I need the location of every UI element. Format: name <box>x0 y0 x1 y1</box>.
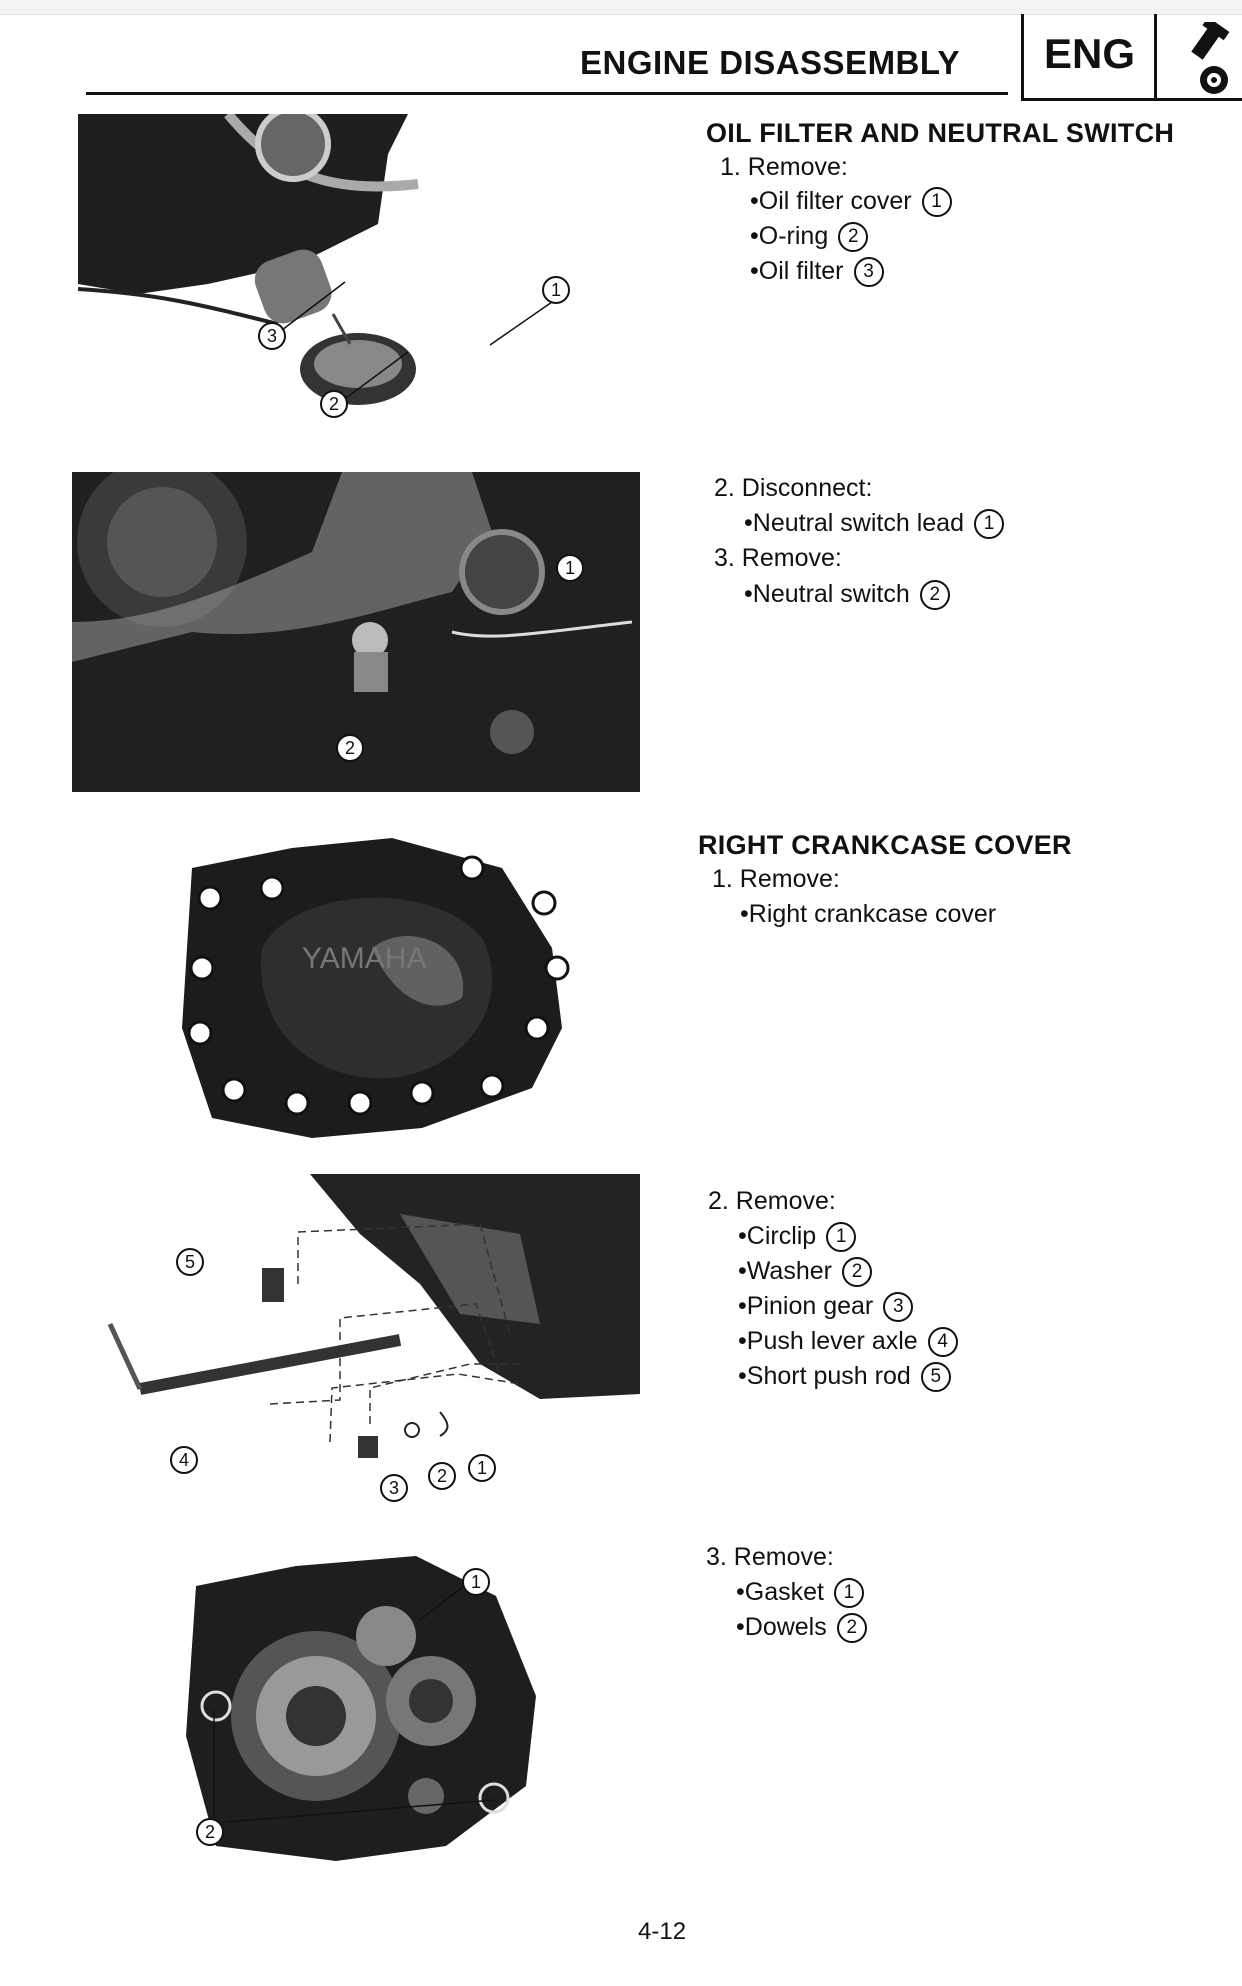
callout-2: 2 <box>196 1818 224 1846</box>
section-heading: RIGHT CRANKCASE COVER <box>698 830 1072 860</box>
callout-1: 1 <box>468 1454 496 1482</box>
list-item: • Circlip 1 <box>738 1222 856 1252</box>
page-title: ENGINE DISASSEMBLY <box>580 44 961 81</box>
step-label: 3. Remove: <box>714 544 842 572</box>
list-item: • Pinion gear 3 <box>738 1292 913 1322</box>
list-item: • Washer 2 <box>738 1257 872 1287</box>
step-label: 1. Remove: <box>720 153 848 181</box>
list-item: • O-ring 2 <box>750 222 868 252</box>
list-item: • Gasket 1 <box>736 1578 864 1608</box>
callout-4: 4 <box>170 1446 198 1474</box>
callout-2: 2 <box>320 390 348 418</box>
list-item: • Oil filter cover 1 <box>750 187 952 217</box>
section-heading: OIL FILTER AND NEUTRAL SWITCH <box>706 118 1175 148</box>
list-item: • Short push rod 5 <box>738 1362 951 1392</box>
step-label: 3. Remove: <box>706 1543 834 1571</box>
step-label: 1. Remove: <box>712 865 840 893</box>
cover-logo: YAMAHA <box>302 942 427 975</box>
page-number: 4-12 <box>638 1918 687 1945</box>
step-label: 2. Remove: <box>708 1187 836 1215</box>
list-item: • Push lever axle 4 <box>738 1327 958 1357</box>
callout-3: 3 <box>380 1474 408 1502</box>
list-item: • Dowels 2 <box>736 1613 867 1643</box>
list-item: • Neutral switch 2 <box>744 580 950 610</box>
callout-2: 2 <box>336 734 364 762</box>
callout-5: 5 <box>176 1248 204 1276</box>
list-item: • Neutral switch lead 1 <box>744 509 1004 539</box>
callout-3: 3 <box>258 322 286 350</box>
callout-1: 1 <box>556 554 584 582</box>
callout-1: 1 <box>462 1568 490 1596</box>
callout-2: 2 <box>428 1462 456 1490</box>
step-label: 2. Disconnect: <box>714 474 873 502</box>
callout-1: 1 <box>542 276 570 304</box>
section-tab: ENG <box>1044 30 1136 77</box>
list-item: • Right crankcase cover <box>740 900 996 929</box>
list-item: • Oil filter 3 <box>750 257 884 287</box>
